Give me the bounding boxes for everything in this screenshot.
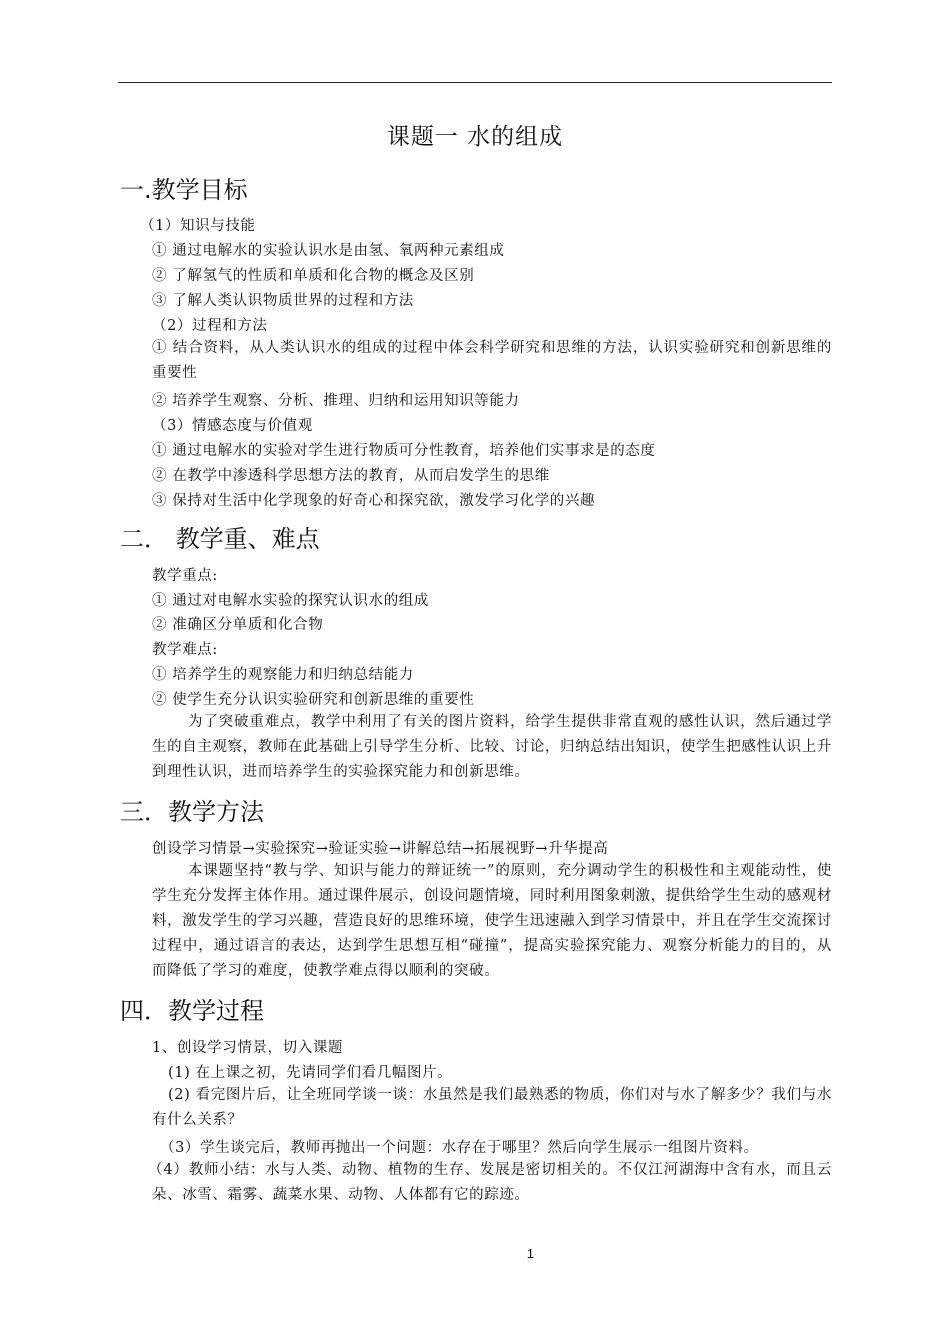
section-2-paragraph: 为了突破重难点，教学中利用了有关的图片资料，给学生提供非常直观的感性认识，然后通过学生的自主观察，教师在此基础上引导学生分析、比较、讨论，归纳总结出知识，使学生把感性认识上升到理性认识，进而培养学生的实验探究能力和创新思维。 <box>152 714 832 780</box>
emotion-values-heading: （3）情感态度与价值观 <box>152 418 313 434</box>
knowledge-item-1: ① 通过电解水的实验认识水是由氢、氧两种元素组成 <box>152 243 505 259</box>
process-item-i3: （3）学生谈完后，教师再抛出一个问题：水存在于哪里？然后向学生展示一组图片资料。 <box>160 1140 759 1156</box>
section-1-heading: 一.教学目标 <box>120 176 248 204</box>
emotion-item-2: ② 在教学中渗透科学思想方法的教育，从而启发学生的思维 <box>152 468 550 484</box>
emotion-item-1: ① 通过电解水的实验对学生进行物质可分性教育，培养他们实事求是的态度 <box>152 443 656 459</box>
process-method-heading: （2）过程和方法 <box>152 318 268 334</box>
knowledge-skills-heading: （1）知识与技能 <box>140 218 256 234</box>
method-flow: 创设学习情景→实验探究→验证实验→讲解总结→拓展视野→升华提高 <box>152 841 609 857</box>
section-4-heading: 四．教学过程 <box>120 997 264 1025</box>
process-item-1: ① 结合资料，从人类认识水的组成的过程中体会科学研究和思维的方法，认识实验研究和创新思维的重要性 <box>152 340 832 381</box>
emotion-item-3: ③ 保持对生活中化学现象的好奇心和探究欲，激发学习化学的兴趣 <box>152 493 596 509</box>
process-item-i1: (1) 在上课之初，先请同学们看几幅图片。 <box>168 1065 453 1081</box>
process-step-1: 1、创设学习情景，切入课题 <box>152 1040 344 1056</box>
difficulties-heading: 教学难点: <box>152 642 218 658</box>
header-rule <box>118 82 832 83</box>
difficulty-1: ① 培养学生的观察能力和归纳总结能力 <box>152 667 414 683</box>
section-3-heading: 三．教学方法 <box>120 798 264 826</box>
process-item-i4: （4）教师小结：水与人类、动物、植物的生存、发展是密切相关的。不仅江河湖海中含有水，而且云朵、冰雪、霜雾、蔬菜水果、动物、人体都有它的踪迹。 <box>148 1162 832 1203</box>
key-point-2: ② 准确区分单质和化合物 <box>152 617 324 633</box>
section-3-paragraph: 本课题坚持“教与学、知识与能力的辩证统一”的原则，充分调动学生的积极性和主观能动性，使学生充分发挥主体作用。通过课件展示，创设问题情境，同时利用图象刺激，提供给学生生动的感观材料，激发学生的学习兴趣，营造良好的思维环境，使学生迅速融入到学习情景中，并且在学生交流探讨过程中，通过语言的表达，达到学生思想互相“碰撞”，提高实验探究能力、观察分析能力的目的，从而降低了学习的难度，使教学难点得以顺利的突破。 <box>152 863 832 979</box>
knowledge-item-3: ③ 了解人类认识物质世界的过程和方法 <box>152 293 414 309</box>
difficulty-2: ② 使学生充分认识实验研究和创新思维的重要性 <box>152 692 475 708</box>
process-item-i2: (2) 看完图片后，让全班同学谈一谈：水虽然是我们最熟悉的物质，你们对与水了解多少？我们与水有什么关系？ <box>152 1087 832 1128</box>
document-title: 课题一 水的组成 <box>386 124 564 150</box>
page-number: 1 <box>526 1246 534 1261</box>
knowledge-item-2: ② 了解氢气的性质和单质和化合物的概念及区别 <box>152 268 475 284</box>
section-2-heading: 二． 教学重、难点 <box>120 525 320 553</box>
key-point-1: ① 通过对电解水实验的探究认识水的组成 <box>152 593 430 609</box>
process-item-2: ② 培养学生观察、分析、推理、归纳和运用知识等能力 <box>152 393 520 409</box>
key-points-heading: 教学重点: <box>152 568 218 584</box>
